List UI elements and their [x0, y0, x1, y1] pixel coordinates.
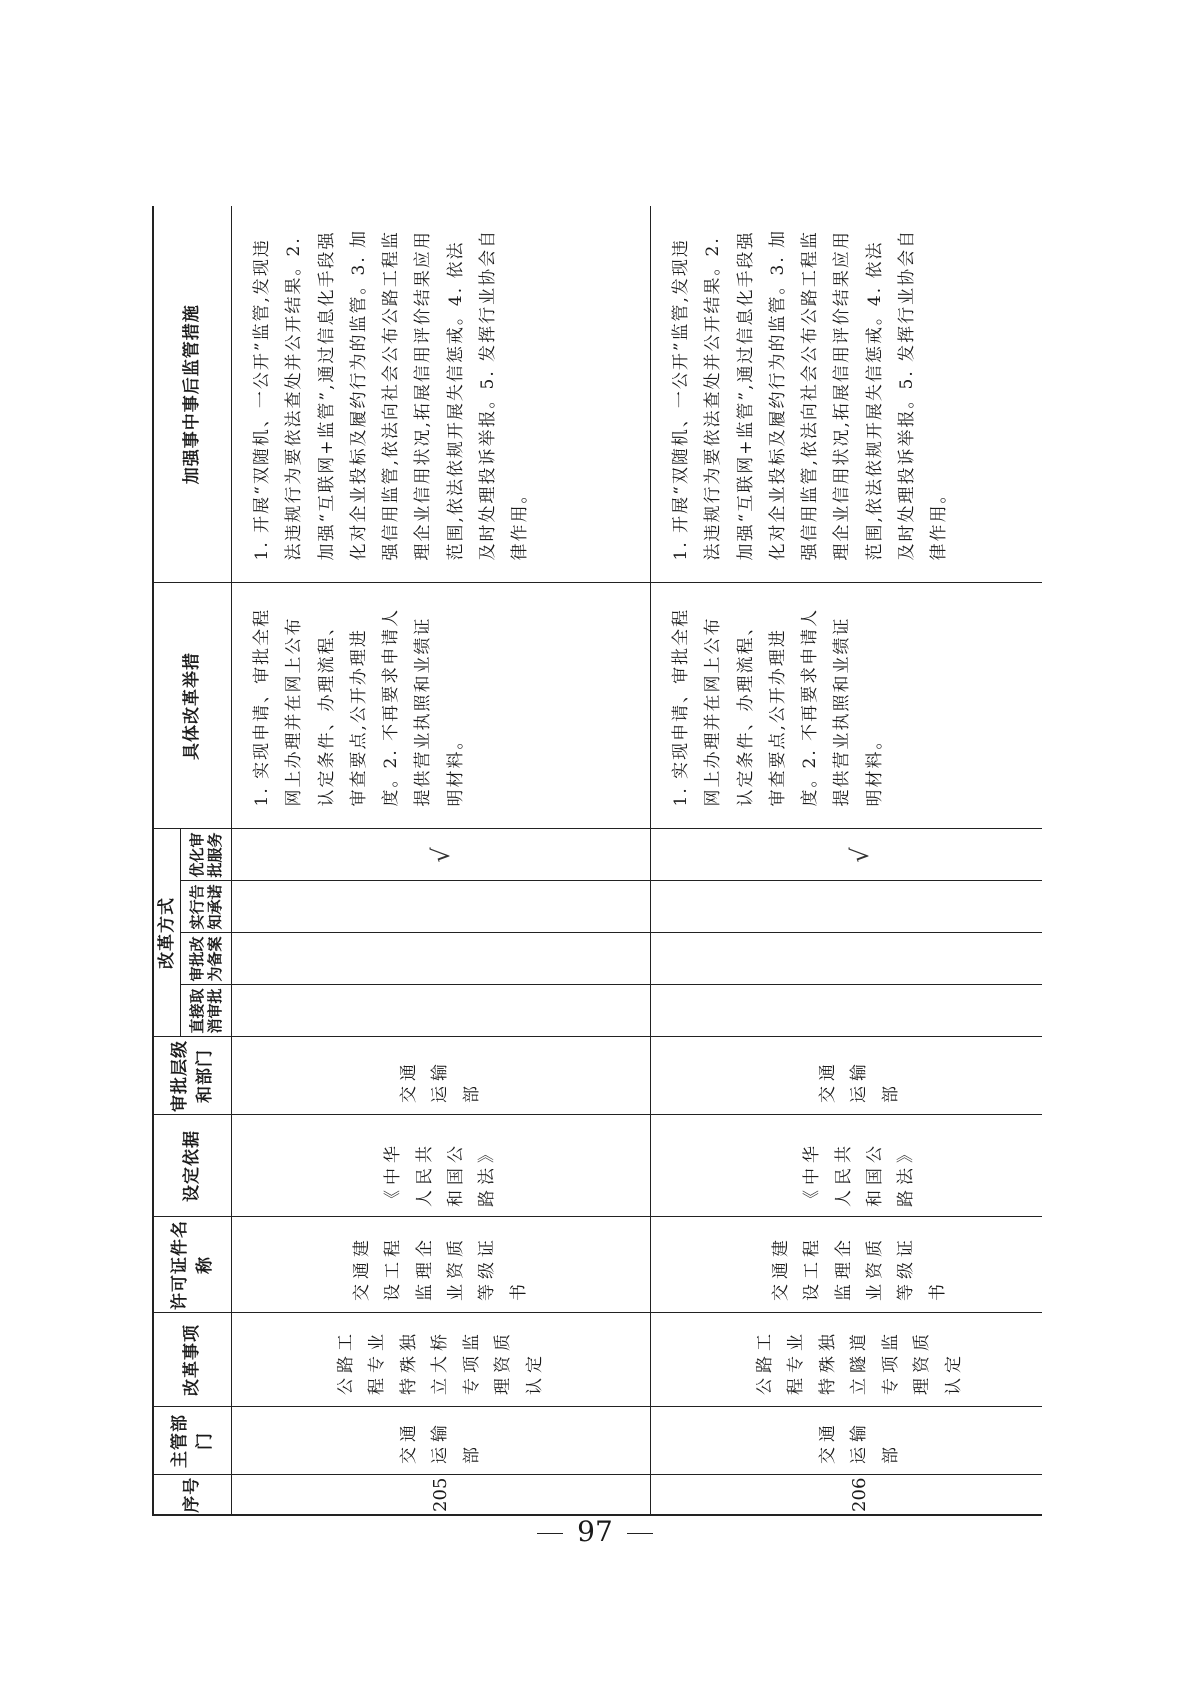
dept-text: 交通运输部: [817, 1420, 901, 1464]
cell-seq: 206: [651, 1475, 1043, 1515]
reform-table: [152, 206, 1042, 1516]
level-text: 交通运输部: [817, 1059, 901, 1103]
table-row: [651, 206, 1043, 1515]
cell-level: [232, 1037, 651, 1115]
cell-supervision: 1. 开展“双随机、一公开”监管,发现违法违规行为要依法查处并公开结果。2. 加强“互联网+监管”,通过信息化手段强化对企业投标及履约行为的监管。3. 加强信用监管,依法向社会公布公路工程监理企业信用状况,拓展信用评价结果应用范围,依法依规开展失信惩戒。4. 依法及时处理投诉举报。5. 发挥行业协会自律作用。: [651, 206, 1043, 583]
item-text: 公路工程专业特殊独立隧道专项监理资质认定: [754, 1329, 964, 1395]
header-mode-cancel: 直接取消审批: [181, 985, 232, 1037]
cell-license: [232, 1217, 651, 1313]
license-text: 交通建设工程监理企业资质等级证书: [770, 1235, 948, 1301]
page-number: [0, 1515, 1190, 1548]
header-level: 审批层级和部门: [153, 1037, 232, 1115]
cell-mode-notify: [232, 881, 651, 933]
cell-license: [651, 1217, 1043, 1313]
page-number-dash-right: [627, 1533, 653, 1534]
header-measures: 具体改革举措: [153, 583, 232, 829]
dept-text: 交通运输部: [398, 1420, 482, 1464]
cell-mode-filing: [651, 933, 1043, 985]
cell-basis: [232, 1115, 651, 1217]
cell-basis: [651, 1115, 1043, 1217]
page-number-dash-left: [537, 1533, 563, 1534]
header-seq: 序号: [153, 1475, 232, 1515]
cell-seq: 205: [232, 1475, 651, 1515]
header-basis: 设定依据: [153, 1115, 232, 1217]
license-text: 交通建设工程监理企业资质等级证书: [351, 1235, 529, 1301]
header-mode: 改革方式: [153, 829, 181, 1037]
cell-dept: [232, 1407, 651, 1475]
page-number-value: 97: [577, 1515, 613, 1548]
cell-item: [232, 1313, 651, 1407]
rotated-table-content: [152, 206, 1042, 1516]
cell-mode-filing: [232, 933, 651, 985]
table-row: [232, 206, 651, 1515]
header-dept: 主管部门: [153, 1407, 232, 1475]
header-row: [153, 206, 181, 1515]
cell-dept: [651, 1407, 1043, 1475]
basis-text: 《中华人民共和国公路法》: [383, 1141, 498, 1207]
cell-mode-cancel: [651, 985, 1043, 1037]
cell-mode-optimize-check: √: [651, 829, 1043, 881]
basis-text: 《中华人民共和国公路法》: [802, 1141, 917, 1207]
level-text: 交通运输部: [398, 1059, 482, 1103]
cell-mode-cancel: [232, 985, 651, 1037]
header-mode-filing: 审批改为备案: [181, 933, 232, 985]
cell-measures: 1. 实现申请、审批全程网上办理并在网上公布认定条件、办理流程、审查要点,公开办理进度。2. 不再要求申请人提供营业执照和业绩证明材料。: [651, 583, 1043, 829]
header-mode-optimize: 优化审批服务: [181, 829, 232, 881]
cell-level: [651, 1037, 1043, 1115]
cell-item: [651, 1313, 1043, 1407]
cell-mode-optimize-check: √: [232, 829, 651, 881]
cell-mode-notify: [651, 881, 1043, 933]
rotated-table-frame: [152, 206, 1042, 1516]
cell-measures: 1. 实现申请、审批全程网上办理并在网上公布认定条件、办理流程、审查要点,公开办理进度。2. 不再要求申请人提供营业执照和业绩证明材料。: [232, 583, 651, 829]
header-license: 许可证件名称: [153, 1217, 232, 1313]
item-text: 公路工程专业特殊独立大桥专项监理资质认定: [335, 1329, 545, 1395]
header-supervision: 加强事中事后监管措施: [153, 206, 232, 583]
cell-supervision: 1. 开展“双随机、一公开”监管,发现违法违规行为要依法查处并公开结果。2. 加强“互联网+监管”,通过信息化手段强化对企业投标及履约行为的监管。3. 加强信用监管,依法向社会公布公路工程监理企业信用状况,拓展信用评价结果应用范围,依法依规开展失信惩戒。4. 依法及时处理投诉举报。5. 发挥行业协会自律作用。: [232, 206, 651, 583]
header-item: 改革事项: [153, 1313, 232, 1407]
header-mode-notify: 实行告知承诺: [181, 881, 232, 933]
